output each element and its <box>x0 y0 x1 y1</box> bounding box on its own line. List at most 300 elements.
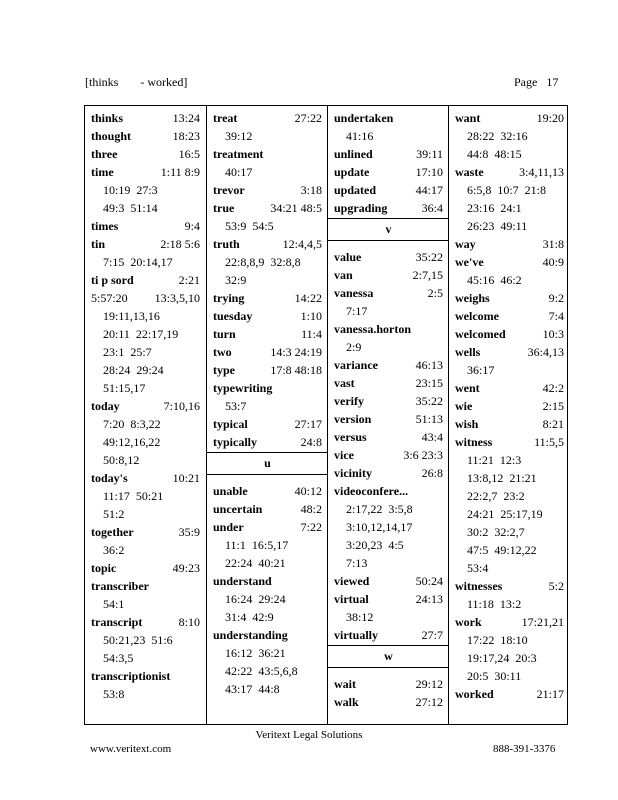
index-entry <box>91 217 200 235</box>
index-term: thinks <box>91 111 124 125</box>
page-line-refs-continued: 53:7 <box>225 399 247 413</box>
entry-head <box>455 235 564 253</box>
index-term: typewriting <box>213 381 273 395</box>
page-line-refs-continued: 51:2 <box>103 507 125 521</box>
index-entry <box>334 199 443 217</box>
word-index-table <box>84 105 568 725</box>
index-range <box>85 75 187 90</box>
index-term: undertaken <box>334 111 394 125</box>
page-line-refs-continued: 49:12,16,22 <box>103 435 161 449</box>
index-entry <box>91 289 200 397</box>
index-entry <box>455 577 564 613</box>
entry-head <box>91 397 200 415</box>
page-line-refs: 13:24 <box>172 111 200 125</box>
entry-head <box>334 590 443 608</box>
page-line-refs: 14:22 <box>294 291 322 305</box>
index-entry <box>213 307 322 325</box>
index-entry <box>91 667 200 703</box>
index-term: uncertain <box>213 502 263 516</box>
index-term: times <box>91 219 119 233</box>
entry-head <box>213 500 322 518</box>
page-line-refs-continued: 23:1 25:7 <box>103 345 152 359</box>
entry-head <box>213 433 322 451</box>
entry-head <box>213 145 322 163</box>
entry-head <box>213 181 322 199</box>
index-entry <box>91 271 200 289</box>
entry-head <box>455 397 564 415</box>
page-line-refs-continued: 2:9 <box>346 340 362 354</box>
index-entry <box>91 523 200 559</box>
page-line-refs-continued: 53:4 <box>467 561 489 575</box>
index-entry <box>455 109 564 163</box>
page-line-refs: 34:21 48:5 <box>270 201 322 215</box>
index-entry <box>455 685 564 703</box>
entry-head <box>334 572 443 590</box>
index-term: welcomed <box>455 327 506 341</box>
page-line-refs-continued: 50:21,23 51:6 <box>103 633 173 647</box>
index-entry <box>334 693 443 711</box>
page-line-refs-continued: 19:17,24 20:3 <box>467 651 537 665</box>
page-line-refs: 27:22 <box>294 111 322 125</box>
entry-head <box>334 446 443 464</box>
index-term: van <box>334 268 353 282</box>
page-line-refs: 12:4,4,5 <box>282 237 322 251</box>
entry-head <box>455 433 564 451</box>
index-entry <box>213 109 322 145</box>
page-line-refs-continued: 16:24 29:24 <box>225 592 286 606</box>
entry-head <box>455 307 564 325</box>
index-entry <box>91 235 200 271</box>
index-entry <box>334 181 443 199</box>
index-term: weighs <box>455 291 490 305</box>
index-entry <box>334 590 443 626</box>
page-line-refs-continued: 47:5 49:12,22 <box>467 543 537 557</box>
page-line-refs-continued: 11:18 13:2 <box>467 597 522 611</box>
entry-head <box>455 379 564 397</box>
index-term: topic <box>91 561 117 575</box>
page-line-refs: 10:3 <box>542 327 564 341</box>
index-entry <box>455 163 564 235</box>
index-term: under <box>213 520 244 534</box>
page-line-refs: 8:10 <box>178 615 200 629</box>
entry-head <box>334 181 443 199</box>
entry-head <box>334 675 443 693</box>
page-line-refs: 9:4 <box>184 219 200 233</box>
index-entry <box>455 397 564 415</box>
page-line-refs-continued: 54:1 <box>103 597 125 611</box>
index-entry <box>213 235 322 289</box>
page-line-refs: 2:7,15 <box>412 268 443 282</box>
index-column-1 <box>85 106 206 724</box>
index-term: typically <box>213 435 257 449</box>
index-term: verify <box>334 394 364 408</box>
entry-head <box>213 361 322 379</box>
index-term: we've <box>455 255 484 269</box>
entry-head <box>334 482 443 500</box>
page-line-refs-continued: 54:3,5 <box>103 651 134 665</box>
page-line-refs: 27:7 <box>421 628 443 642</box>
page-line-refs-continued: 3:20,23 4:5 <box>346 538 404 552</box>
entry-head <box>213 379 322 397</box>
entry-head <box>213 343 322 361</box>
index-entry <box>334 145 443 163</box>
index-entry <box>91 469 200 523</box>
footer-phone: 888-391-3376 <box>493 743 556 755</box>
entry-head <box>455 685 564 703</box>
page-line-refs-continued: 38:12 <box>346 610 374 624</box>
index-term: updated <box>334 183 377 197</box>
page-line-refs-continued: 32:9 <box>225 273 247 287</box>
index-entry <box>91 613 200 667</box>
index-term: variance <box>334 358 378 372</box>
entry-head <box>334 392 443 410</box>
index-entry <box>91 397 200 469</box>
page-line-refs-continued: 22:24 40:21 <box>225 556 286 570</box>
index-term: virtual <box>334 592 369 606</box>
entry-list <box>328 245 449 644</box>
index-entry <box>91 163 200 217</box>
index-entry <box>455 307 564 325</box>
page-number: 17 <box>546 75 559 89</box>
entry-list <box>207 479 328 698</box>
page-line-refs: 19:20 <box>536 111 564 125</box>
page-line-refs-continued: 28:24 29:24 <box>103 363 164 377</box>
page-line-refs: 18:23 <box>172 129 200 143</box>
index-entry <box>334 248 443 266</box>
index-entry <box>91 577 200 613</box>
entry-head <box>91 289 200 307</box>
entry-head <box>213 572 322 590</box>
page-line-refs-continued: 51:15,17 <box>103 381 146 395</box>
index-term: time <box>91 165 114 179</box>
entry-head <box>334 626 443 644</box>
index-column-3 <box>327 106 449 724</box>
page-line-refs-continued: 17:22 18:10 <box>467 633 528 647</box>
page-line-refs: 40:9 <box>542 255 564 269</box>
page-line-refs-continued: 7:20 8:3,22 <box>103 417 161 431</box>
page-line-refs: 21:17 <box>536 687 564 701</box>
index-entry <box>213 433 322 451</box>
index-entry <box>334 410 443 428</box>
index-term: want <box>455 111 481 125</box>
entry-head <box>334 693 443 711</box>
entry-head <box>91 217 200 235</box>
index-entry <box>213 415 322 433</box>
index-term: true <box>213 201 235 215</box>
page-line-refs: 42:2 <box>542 381 564 395</box>
index-term: today <box>91 399 120 413</box>
index-entry <box>213 343 322 361</box>
entry-head <box>334 199 443 217</box>
page-line-refs: 27:17 <box>294 417 322 431</box>
page-line-refs: 35:9 <box>178 525 200 539</box>
page-line-refs: 10:21 <box>172 471 200 485</box>
entry-head <box>334 320 443 338</box>
entry-head <box>334 109 443 127</box>
entry-list <box>328 106 449 217</box>
index-term: waste <box>455 165 484 179</box>
page-line-refs-continued: 43:17 44:8 <box>225 682 280 696</box>
entry-head <box>91 613 200 631</box>
index-term: update <box>334 165 370 179</box>
page-line-refs-continued: 10:19 27:3 <box>103 183 158 197</box>
section-letter: w <box>328 645 449 668</box>
index-entry <box>334 374 443 392</box>
index-term: wie <box>455 399 473 413</box>
page-line-refs: 36:4 <box>421 201 443 215</box>
page-line-refs-continued: 11:17 50:21 <box>103 489 164 503</box>
index-term: wait <box>334 677 356 691</box>
page-line-refs-continued: 28:22 32:16 <box>467 129 528 143</box>
index-column-2 <box>206 106 328 724</box>
page-indicator <box>514 75 558 90</box>
index-term: tin <box>91 237 106 251</box>
page-line-refs-continued: 36:17 <box>467 363 495 377</box>
index-column-4 <box>448 106 570 724</box>
index-entry <box>91 127 200 145</box>
index-term: transcript <box>91 615 143 629</box>
index-term: vice <box>334 448 354 462</box>
index-entry <box>91 559 200 577</box>
page-line-refs: 7:10,16 <box>163 399 200 413</box>
page-line-refs: 2:18 5:6 <box>160 237 200 251</box>
entry-head <box>334 284 443 302</box>
entry-head <box>334 145 443 163</box>
page-line-refs-continued: 11:1 16:5,17 <box>225 538 289 552</box>
entry-head <box>455 325 564 343</box>
page-line-refs: 29:12 <box>415 677 443 691</box>
entry-head <box>455 109 564 127</box>
index-entry <box>213 181 322 199</box>
index-term: type <box>213 363 235 377</box>
entry-head <box>91 271 200 289</box>
page-line-refs-continued: 20:11 22:17,19 <box>103 327 179 341</box>
entry-head <box>334 248 443 266</box>
index-entry <box>91 109 200 127</box>
index-term: treat <box>213 111 238 125</box>
index-term: trevor <box>213 183 245 197</box>
entry-list <box>85 106 206 703</box>
page-line-refs: 14:3 24:19 <box>270 345 322 359</box>
page-line-refs-continued: 3:10,12,14,17 <box>346 520 413 534</box>
page-line-refs: 3:4,11,13 <box>519 165 564 179</box>
index-entry <box>334 428 443 446</box>
page-line-refs-continued: 22:8,8,9 32:8,8 <box>225 255 301 269</box>
page-line-refs: 1:10 <box>300 309 322 323</box>
index-term: turn <box>213 327 236 341</box>
page-line-refs-continued: 16:12 36:21 <box>225 646 286 660</box>
index-entry <box>91 145 200 163</box>
page-line-refs-continued: 24:21 25:17,19 <box>467 507 543 521</box>
index-entry <box>213 518 322 572</box>
page-line-refs-continued: 45:16 46:2 <box>467 273 522 287</box>
entry-head <box>91 577 200 595</box>
index-term: vanessa <box>334 286 374 300</box>
index-entry <box>213 482 322 500</box>
index-term: vanessa.horton <box>334 322 412 336</box>
index-entry <box>213 145 322 181</box>
index-term: typical <box>213 417 248 431</box>
page-line-refs: 17:8 48:18 <box>270 363 322 377</box>
page-line-refs: 24:13 <box>415 592 443 606</box>
page-line-refs-continued: 49:3 51:14 <box>103 201 158 215</box>
index-entry <box>455 433 564 577</box>
entry-head <box>91 559 200 577</box>
index-term: walk <box>334 695 359 709</box>
page-line-refs-continued: 36:2 <box>103 543 125 557</box>
page-line-refs: 11:5,5 <box>534 435 564 449</box>
page-line-refs: 36:4,13 <box>527 345 564 359</box>
page-line-refs: 2:15 <box>542 399 564 413</box>
page-line-refs-continued: 13:8,12 21:21 <box>467 471 537 485</box>
page-line-refs-continued: 39:12 <box>225 129 253 143</box>
index-term: understand <box>213 574 272 588</box>
entry-list <box>449 106 570 703</box>
entry-head <box>334 428 443 446</box>
index-entry <box>213 379 322 415</box>
entry-head <box>455 343 564 361</box>
page-line-refs: 40:12 <box>294 484 322 498</box>
index-term: trying <box>213 291 245 305</box>
page-line-refs: 8:21 <box>542 417 564 431</box>
page-line-refs: 11:4 <box>301 327 322 341</box>
index-entry <box>334 356 443 374</box>
index-entry <box>213 325 322 343</box>
index-term: work <box>455 615 482 629</box>
index-entry <box>213 361 322 379</box>
index-term: witnesses <box>455 579 503 593</box>
entry-head <box>455 289 564 307</box>
index-entry <box>213 289 322 307</box>
page-line-refs: 2:5 <box>427 286 443 300</box>
page-line-refs: 35:22 <box>415 394 443 408</box>
page-line-refs: 51:13 <box>415 412 443 426</box>
entry-head <box>334 266 443 284</box>
page-line-refs: 16:5 <box>178 147 200 161</box>
page-line-refs: 39:11 <box>416 147 443 161</box>
index-term: welcome <box>455 309 499 323</box>
index-term: went <box>455 381 480 395</box>
index-term: videoconfere... <box>334 484 409 498</box>
range-start: [thinks <box>85 75 119 89</box>
page-line-refs: 3:6 23:3 <box>403 448 443 462</box>
index-term: three <box>91 147 118 161</box>
footer-company: Veritext Legal Solutions <box>255 729 363 741</box>
index-entry <box>455 343 564 379</box>
index-term: together <box>91 525 134 539</box>
index-term: worked <box>455 687 494 701</box>
entry-head <box>334 374 443 392</box>
index-entry <box>334 320 443 356</box>
page-line-refs-continued: 40:17 <box>225 165 253 179</box>
entry-head <box>213 109 322 127</box>
entry-head <box>91 145 200 163</box>
page-line-refs: 2:21 <box>178 273 200 287</box>
section-letter: v <box>328 218 449 241</box>
entry-head <box>91 127 200 145</box>
page-line-refs: 17:21,21 <box>521 615 564 629</box>
index-term: 5:57:20 <box>91 291 128 305</box>
page-line-refs-continued: 50:8,12 <box>103 453 140 467</box>
index-term: ti p sord <box>91 273 134 287</box>
index-entry <box>455 253 564 289</box>
index-term: vast <box>334 376 355 390</box>
entry-head <box>91 109 200 127</box>
index-entry <box>334 266 443 284</box>
index-term: unlined <box>334 147 373 161</box>
page-line-refs: 24:8 <box>300 435 322 449</box>
index-entry <box>334 464 443 482</box>
page-line-refs: 27:12 <box>415 695 443 709</box>
page-line-refs: 49:23 <box>172 561 200 575</box>
index-entry <box>334 675 443 693</box>
page-line-refs: 35:22 <box>415 250 443 264</box>
page-line-refs-continued: 30:2 32:2,7 <box>467 525 525 539</box>
entry-head <box>213 235 322 253</box>
page-line-refs: 48:2 <box>300 502 322 516</box>
index-term: value <box>334 250 362 264</box>
index-term: truth <box>213 237 240 251</box>
index-entry <box>213 199 322 235</box>
index-term: transcriber <box>91 579 149 593</box>
page-line-refs-continued: 7:15 20:14,17 <box>103 255 173 269</box>
page-line-refs: 17:10 <box>415 165 443 179</box>
index-term: wells <box>455 345 481 359</box>
index-term: today's <box>91 471 128 485</box>
index-term: virtually <box>334 628 378 642</box>
index-entry <box>334 109 443 145</box>
index-entry <box>455 415 564 433</box>
index-term: thought <box>91 129 132 143</box>
section-letter: u <box>207 452 328 475</box>
index-term: version <box>334 412 372 426</box>
page-line-refs-continued: 31:4 42:9 <box>225 610 274 624</box>
index-term: way <box>455 237 476 251</box>
entry-head <box>91 469 200 487</box>
entry-list <box>207 106 328 451</box>
index-term: vicinity <box>334 466 372 480</box>
page-line-refs-continued: 6:5,8 10:7 21:8 <box>467 183 547 197</box>
entry-head <box>334 356 443 374</box>
footer-website: www.veritext.com <box>90 743 172 755</box>
page-line-refs: 9:2 <box>548 291 564 305</box>
index-term: viewed <box>334 574 370 588</box>
page-label: Page <box>514 75 538 89</box>
entry-head <box>213 482 322 500</box>
entry-head <box>455 253 564 271</box>
index-entry <box>334 572 443 590</box>
entry-head <box>91 667 200 685</box>
page-line-refs-continued: 7:13 <box>346 556 368 570</box>
page-line-refs: 50:24 <box>415 574 443 588</box>
index-entry <box>455 325 564 343</box>
index-term: witness <box>455 435 493 449</box>
page-line-refs: 23:15 <box>415 376 443 390</box>
index-term: two <box>213 345 232 359</box>
entry-head <box>213 289 322 307</box>
index-term: tuesday <box>213 309 253 323</box>
page-line-refs-continued: 22:2,7 23:2 <box>467 489 525 503</box>
entry-head <box>455 613 564 631</box>
page-line-refs-continued: 53:9 54:5 <box>225 219 274 233</box>
index-term: understanding <box>213 628 288 642</box>
page-line-refs-continued: 41:16 <box>346 129 374 143</box>
page-line-refs-continued: 19:11,13,16 <box>103 309 160 323</box>
index-term: transcriptionist <box>91 669 171 683</box>
page-line-refs: 26:8 <box>421 466 443 480</box>
page-line-refs-continued: 2:17,22 3:5,8 <box>346 502 413 516</box>
entry-head <box>455 577 564 595</box>
